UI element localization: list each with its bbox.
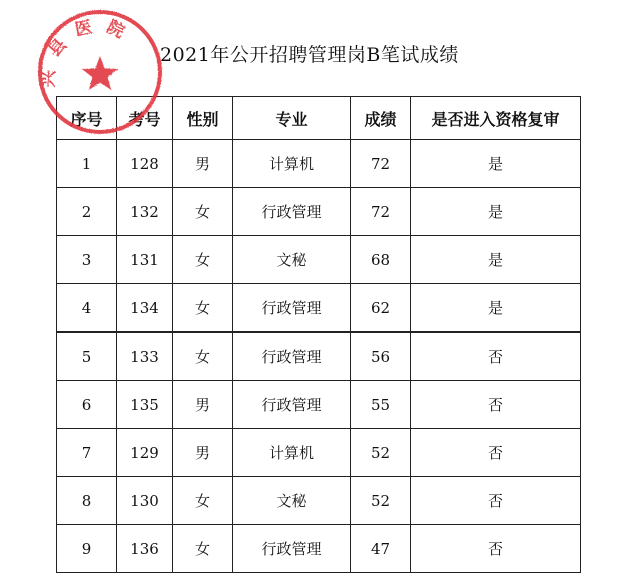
table-row (57, 477, 581, 525)
cell-index: 1 (57, 140, 117, 188)
cell-index: 6 (57, 381, 117, 429)
cell-index: 2 (57, 188, 117, 236)
cell-index: 8 (57, 477, 117, 525)
cell-major: 计算机 (233, 140, 351, 188)
cell-review-status: 是 (411, 236, 581, 284)
cell-review-status: 是 (411, 284, 581, 333)
cell-major: 文秘 (233, 477, 351, 525)
header-exam-number: 考号 (117, 97, 173, 140)
cell-major: 计算机 (233, 429, 351, 477)
table-row (57, 188, 581, 236)
cell-gender: 女 (173, 188, 233, 236)
table-row (57, 429, 581, 477)
cell-gender: 女 (173, 477, 233, 525)
cell-major: 行政管理 (233, 284, 351, 333)
cell-score: 72 (351, 140, 411, 188)
cell-score: 52 (351, 429, 411, 477)
cell-index: 7 (57, 429, 117, 477)
cell-review-status: 是 (411, 188, 581, 236)
cell-gender: 男 (173, 429, 233, 477)
cell-gender: 男 (173, 140, 233, 188)
cell-review-status: 否 (411, 477, 581, 525)
cell-review-status: 否 (411, 332, 581, 381)
header-score: 成绩 (351, 97, 411, 140)
cell-exam-number: 128 (117, 140, 173, 188)
table-row (57, 140, 581, 188)
header-gender: 性别 (173, 97, 233, 140)
cell-major: 行政管理 (233, 381, 351, 429)
cell-score: 47 (351, 525, 411, 573)
cell-exam-number: 130 (117, 477, 173, 525)
header-review-status: 是否进入资格复审 (411, 97, 581, 140)
cell-review-status: 否 (411, 525, 581, 573)
cell-review-status: 否 (411, 429, 581, 477)
cell-review-status: 否 (411, 381, 581, 429)
cell-exam-number: 129 (117, 429, 173, 477)
cell-score: 72 (351, 188, 411, 236)
table-row (57, 381, 581, 429)
cell-gender: 女 (173, 332, 233, 381)
table-body (57, 140, 581, 573)
table-header-row (57, 97, 581, 140)
table-row (57, 284, 581, 333)
header-index: 序号 (57, 97, 117, 140)
cell-gender: 男 (173, 381, 233, 429)
cell-exam-number: 135 (117, 381, 173, 429)
scores-table-container (56, 96, 580, 573)
cell-gender: 女 (173, 236, 233, 284)
document-title: 2021年公开招聘管理岗B笔试成绩 (160, 44, 459, 66)
cell-major: 文秘 (233, 236, 351, 284)
header-major: 专业 (233, 97, 351, 140)
cell-exam-number: 133 (117, 332, 173, 381)
cell-score: 55 (351, 381, 411, 429)
table-row (57, 236, 581, 284)
cell-index: 4 (57, 284, 117, 333)
cell-index: 3 (57, 236, 117, 284)
cell-review-status: 是 (411, 140, 581, 188)
cell-score: 68 (351, 236, 411, 284)
cell-major: 行政管理 (233, 332, 351, 381)
cell-exam-number: 131 (117, 236, 173, 284)
cell-exam-number: 134 (117, 284, 173, 333)
cell-score: 52 (351, 477, 411, 525)
cell-major: 行政管理 (233, 188, 351, 236)
cell-score: 62 (351, 284, 411, 333)
cell-exam-number: 132 (117, 188, 173, 236)
table-row (57, 332, 581, 381)
cell-index: 5 (57, 332, 117, 381)
scores-table (56, 96, 581, 573)
cell-score: 56 (351, 332, 411, 381)
cell-major: 行政管理 (233, 525, 351, 573)
cell-gender: 女 (173, 525, 233, 573)
table-row (57, 525, 581, 573)
cell-exam-number: 136 (117, 525, 173, 573)
cell-index: 9 (57, 525, 117, 573)
svg-text:兴县医院: 兴县医院 (38, 15, 139, 89)
cell-gender: 女 (173, 284, 233, 333)
